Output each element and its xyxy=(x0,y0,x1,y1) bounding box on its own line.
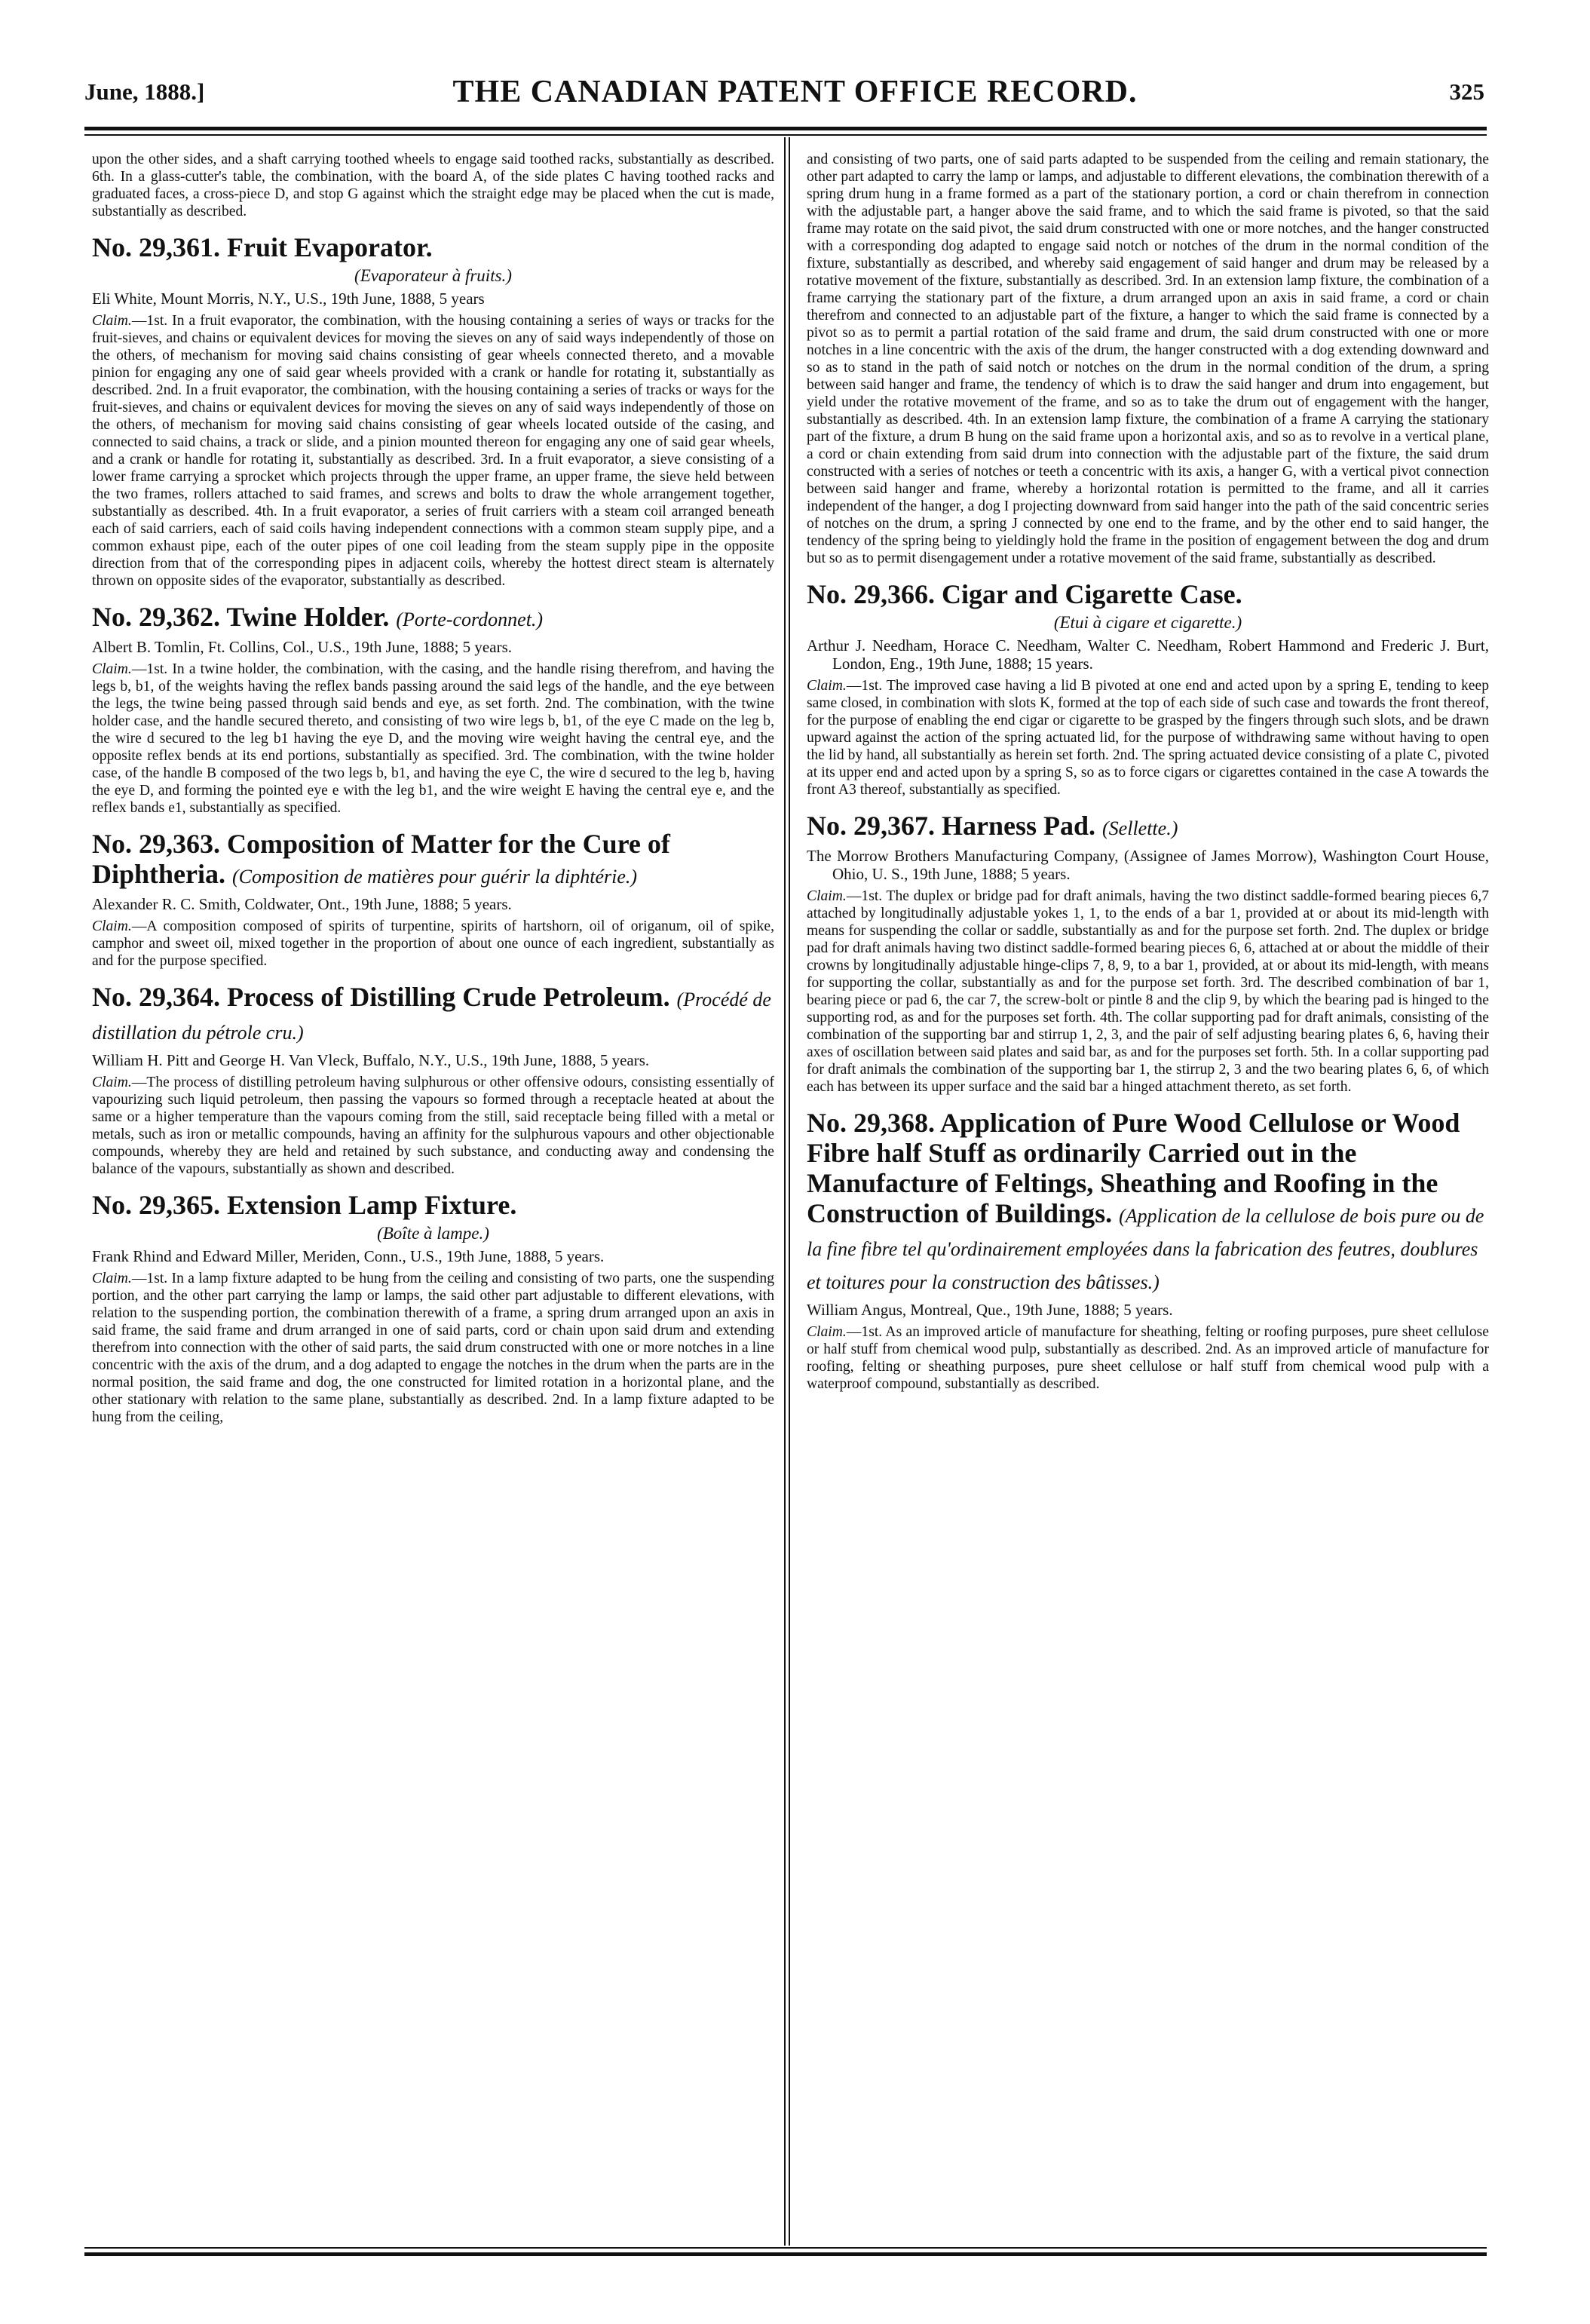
patent-entry-29367 xyxy=(807,811,1489,1096)
entry-inventor: The Morrow Brothers Manufacturing Company, (Assignee of James Morrow), Washington Court House, Ohio, U. S., 19th June, 1888; 5 years. xyxy=(807,847,1489,883)
entry-heading xyxy=(807,811,1489,844)
entry-title: Harness Pad. xyxy=(942,811,1096,841)
entry-number: No. 29,367. xyxy=(807,811,935,841)
entry-inventor: William Angus, Montreal, Que., 19th June, 1888; 5 years. xyxy=(807,1301,1173,1319)
claim-label: Claim. xyxy=(92,918,132,934)
continued-text: upon the other sides, and a shaft carrying toothed wheels to engage said toothed racks, substantially as described. 6th. In a glass-cutter's table, the combination, with the board A, of the side plates C having toothed racks and graduated faces, a cross-piece D, and stop G against which the straight edge may be placed when the cut is made, substantially as described. xyxy=(92,152,774,219)
entry-inventor: Arthur J. Needham, Horace C. Needham, Walter C. Needham, Robert Hammond and Frederic J. Burt, London, Eng., 19th June, 1888; 15 years. xyxy=(807,636,1489,673)
entry-title: Extension Lamp Fixture. xyxy=(227,1190,517,1220)
entry-subtitle: (Evaporateur à fruits.) xyxy=(354,266,512,285)
entry-title: Process of Distilling Crude Petroleum. xyxy=(227,982,670,1012)
right-column xyxy=(807,151,1489,1405)
entry-number: No. 29,368. xyxy=(807,1108,935,1138)
claim-text: —1st. In a fruit evaporator, the combination, with the housing containing a series of ways or tracks for the fruit-sieves, and chains or equivalent devices for moving the sieves on any of said ways independently of those on the others, of mechanism for moving said chains consisting of gear wheels connected thereto, and a movable pinion for engaging any one of said gear wheels provided with a crank or handle for rotating it, substantially as described. 2nd. In a fruit evaporator, the combination, with the housing containing a series of tracks or ways for the fruit-sieves, and chains or equivalent devices for moving the sieves on any of said ways independently of those on the others, of mechanism for moving said chains consisting of gear wheels located outside of the casing, and connected to said chains, a track or slide, and a pinion mounted thereon for engaging any one of said gear wheels, and a crank or handle for rotating it, substantially as described. 3rd. In a fruit evaporator, a sieve consisting of a lower frame carrying a sprocket which projects through the upper frame, an upper frame, the sieve held between the two frames, rollers attached to said frames, and screws and bolts to draw the whole arrangement together, substantially as described. 4th. In a fruit evaporator, a series of fruit carriers with a steam coil arranged beneath each of said carriers, each of said coils having independent connections with a common steam supply pipe, and a common exhaust pipe, each of the outer pipes of one coil leading from the steam supply pipe in the opposite direction from that of the corresponding pipes in adjacent coils, whereby the hottest direct steam is alternately thrown on opposite sides of the evaporator, substantially as described. xyxy=(92,313,774,589)
patent-entry-29361 xyxy=(92,232,774,590)
entry-number: No. 29,362. xyxy=(92,602,220,632)
entry-number: No. 29,363. xyxy=(92,829,220,859)
header-date: June, 1888.] xyxy=(84,78,205,105)
entry-claim xyxy=(807,888,1489,1096)
entry-claim xyxy=(92,1270,774,1426)
entry-number: No. 29,365. xyxy=(92,1190,220,1220)
claim-label: Claim. xyxy=(92,1075,132,1090)
entry-heading xyxy=(807,579,1489,609)
claim-text: —1st. In a lamp fixture adapted to be hung from the ceiling and consisting of two parts, one the suspending portion, and the other part carrying the lamp or lamps, the said other part adjustable to different elevations, with relation to the suspending portion, the combination therewith of a frame, a spring drum arranged upon an axis in said frame, the said frame and drum arranged in one of said parts, cord or chain upon said drum and extending therefrom into connection with the other of said parts, the said drum constructed with one or more notches in a line concentric with the axis of the drum, and a dog adapted to engage the notches in the drum when the parts are in the normal position, the said frame and dog, the one constructed for limited rotation in a horizontal plane, and the other stationary with relation to the same plane, substantially as described. 2nd. In a lamp fixture adapted to be hung from the ceiling, xyxy=(92,1271,774,1425)
claim-text: —The process of distilling petroleum having sulphurous or other offensive odours, consisting essentially of vapourizing such liquid petroleum, then passing the vapours so formed through a receptacle heated at about the same or a higher temperature than the vapours coming from the still, said receptacle being filled with a metal or metals, such as iron or metallic compounds, having an affinity for the sulphurous vapours and other objectionable compounds, whereby they are held and retained by such substance, and conducting away and condensing the balance of the vapours, substantially as shown and described. xyxy=(92,1075,774,1177)
bottom-rule-thin xyxy=(84,2247,1487,2249)
entry-number: No. 29,366. xyxy=(807,579,935,609)
entry-title-french: (Procédé de distillation du pétrole cru.) xyxy=(92,989,771,1044)
column-divider-left xyxy=(784,137,786,2246)
entry-title-french: (Porte-cordonnet.) xyxy=(396,609,544,630)
entry-heading xyxy=(92,232,774,262)
entry-inventor: Frank Rhind and Edward Miller, Meriden, Conn., U.S., 19th June, 1888, 5 years. xyxy=(92,1247,605,1265)
entry-title-french: (Composition de matières pour guérir la diphtérie.) xyxy=(232,866,638,888)
claim-text: —1st. As an improved article of manufacture for sheathing, felting or roofing purposes, pure sheet cellulose or half stuff from chemical wood pulp, substantially as described. 2nd. As an improved article of manufacture for roofing, felting or sheathing purposes, pure sheet cellulose or half stuff from chemical wood pulp with a waterproof compound, substantially as described. xyxy=(807,1324,1489,1392)
entry-claim xyxy=(92,918,774,970)
left-column xyxy=(92,151,774,1438)
top-rule-thick xyxy=(84,127,1487,130)
entry-title: Fruit Evaporator. xyxy=(227,232,433,262)
patent-entry-29366 xyxy=(807,579,1489,799)
claim-label: Claim. xyxy=(807,888,847,904)
entry-inventor: Eli White, Mount Morris, N.Y., U.S., 19th June, 1888, 5 years xyxy=(92,290,485,308)
header-page-number: 325 xyxy=(1449,78,1484,105)
entry-subtitle: (Etui à cigare et cigarette.) xyxy=(1053,613,1242,632)
claim-label: Claim. xyxy=(92,1271,132,1286)
entry-inventor: William H. Pitt and George H. Van Vleck, Buffalo, N.Y., U.S., 19th June, 1888, 5 years. xyxy=(92,1051,650,1069)
entry-heading xyxy=(92,982,774,1048)
entry-title-french: (Sellette.) xyxy=(1102,817,1178,839)
patent-entry-29362 xyxy=(92,602,774,817)
claim-label: Claim. xyxy=(92,313,132,329)
entry-title: Twine Holder. xyxy=(226,602,390,632)
entry-claim xyxy=(807,1323,1489,1393)
entry-heading xyxy=(807,1108,1489,1298)
header-title: THE CANADIAN PATENT OFFICE RECORD. xyxy=(452,75,1138,109)
entry-claim xyxy=(807,677,1489,799)
bottom-rule-thick xyxy=(84,2252,1487,2256)
entry-number: No. 29,364. xyxy=(92,982,220,1012)
entry-title-french: (Application de la cellulose de bois pure ou de la fine fibre tel qu'ordinairement employées dans la fabrication des feutres, doublures et toitures pour la construction des bâtisses.) xyxy=(807,1205,1484,1293)
patent-entry-29364 xyxy=(92,982,774,1178)
claim-text: —1st. The duplex or bridge pad for draft animals, having the two distinct saddle-formed bearing pieces 6,7 attached by longitudinally adjustable yokes 1, 1, to the ends of a bar 1, provided at or about its mid-length with means for suspending the collar or saddle, substantially as and for the purpose set forth. 2nd. The duplex or bridge pad for draft animals having two distinct saddle-formed bearing pieces 6, 6, attached at or about the middle of their crowns by longitudinally adjustable hinge-clips 7, 8, 9, to a bar 1, provided, at or about its mid-length, with means for supporting the collar, substantially as and for the purpose set forth. 3rd. The described combination of bar 1, bearing piece or pad 6, the car 7, the screw-bolt or pintle 8 and the clip 9, by which the bearing pad is hinged to the supporting rod, as and for the purposes set forth. 4th. The collar supporting pad for draft animals, consisting of the combination of the supporting bar and stirrup 1, 2, 3, and the pair of self adjusting bearing plates 6, 6, having their axes of oscillation between said plates and said bar, as and for the purposes set forth. 5th. In a collar supporting pad for draft animals the combination of the supporting bar 1, the stirrup 2, 3 and the two bearing plates 6, 6, of which each has between its upper surface and the said bar a hinged attachment thereto, as set forth. xyxy=(807,888,1489,1095)
patent-entry-29363 xyxy=(92,829,774,970)
patent-entry-29368 xyxy=(807,1108,1489,1393)
column-divider-right xyxy=(789,137,790,2246)
entry-claim xyxy=(92,1074,774,1178)
claim-text: —1st. In a twine holder, the combination, with the casing, and the handle rising therefrom, and having the legs b, b1, of the weights having the reflex bands passing around the said legs of the handle, and the eye between the legs, the twine being passed through said bends and eye, as set forth. 2nd. The combination, with the twine holder case, and the handle secured thereto, and consisting of two wire legs b, b1, of the eye C made on the leg b, the wire d secured to the leg b1 having the eye D, and the moving wire weight having the central eye, and the opposite reflex bends at its end portions, substantially as specified. 3rd. The combination, with the twine holder case, of the handle B composed of the two legs b, b1, and having the eye C, the wire d secured to the leg b, having the eye D, and forming the pointed eye e with the leg b1, and the wire weight E having the central eye e, and the reflex bands e1, substantially as specified. xyxy=(92,661,774,816)
claim-label: Claim. xyxy=(92,661,132,677)
patent-entry-29365 xyxy=(92,1190,774,1426)
entry-subtitle: (Boîte à lampe.) xyxy=(377,1224,489,1243)
entry-claim xyxy=(92,661,774,817)
entry-heading xyxy=(92,602,774,635)
claim-label: Claim. xyxy=(807,678,847,694)
claim-text: —A composition composed of spirits of turpentine, spirits of hartshorn, oil of origanum, oil of spike, camphor and sweet oil, mixed together in the proportion of about one ounce of each ingredient, substantially as and for the purpose specified. xyxy=(92,918,774,969)
continued-text: and consisting of two parts, one of said parts adapted to be suspended from the ceiling and remain stationary, the other part adapted to carry the lamp or lamps, and adjustable to different elevations, the combination therewith of a spring drum hung in a frame formed as a part of the stationary portion, a cord or chain therefrom in connection with the adjustable part, a hanger above the said frame, and to which the said frame is pivoted, so that the said frame may rotate on the said pivot, the said drum constructed with one or more notches, and the hanger constructed with a corresponding dog adapted to engage said notch or notches of the drum in the normal condition of the fixture, substantially as described, and whereby said engagement of said hanger and drum may be released by a rotative movement of the fixture, substantially as described. 3rd. In an extension lamp fixture, the combination of a frame carrying the stationary part of the fixture, a drum arranged upon an axis in said frame, a cord or chain therefrom and connected to an adjustable part of the fixture, a hanger to which the said frame is connected by a pivot so as to permit a partial rotation of the said frame and drum, the said drum constructed with one or more notches in a line concentric with the axis of the drum, the hanger constructed with a dog extending downward and so as to stand in the path of said notch or notches on the drum in the normal condition of the drum, a spring between said hanger and frame, the tendency of which is to draw the said hanger and drum into engagement, but yield under the rotative movement of the frame, and so as to take the drum out of engagement with the hanger, substantially as described. 4th. In an extension lamp fixture, the combination of a frame A carrying the stationary part of the fixture, a drum B hung on the said frame upon a horizontal axis, and so as to revolve in a vertical plane, a cord or chain extending from said drum into connection with the adjustable part of the fixture, the said drum constructed with a series of notches or teeth a concentric with its axis, a hanger G, with a vertical pivot connection between said hanger and frame, whereby a horizontal rotation is permitted to the frame, and all it carries independent of the hanger, a dog I projecting downward from said hanger into the path of the said concentric series of notches on the drum, a spring J connected by one end to the frame, and by the other end to said hanger, the tendency of the spring being to yieldingly hold the frame in the position of engagement between the dog and drum but so as to permit disengagement under a rotative movement of the said frame, substantially as described. xyxy=(807,152,1489,566)
entry-title: Application of Pure Wood Cellulose or Wood Fibre half Stuff as ordinarily Carried out in the Manufacture of Feltings, Sheathing and Roofing in the Construction of Buildings. xyxy=(807,1108,1460,1228)
top-rule-thin xyxy=(84,134,1487,136)
entry-heading xyxy=(92,1190,774,1220)
entry-claim xyxy=(92,312,774,590)
claim-label: Claim. xyxy=(807,1324,847,1340)
entry-heading xyxy=(92,829,774,892)
entry-number: No. 29,361. xyxy=(92,232,220,262)
entry-title: Cigar and Cigarette Case. xyxy=(942,579,1242,609)
claim-text: —1st. The improved case having a lid B pivoted at one end and acted upon by a spring E, tending to keep same closed, in combination with slots K, formed at the top of each side of such case and towards the front thereof, for the purpose of enabling the end cigar or cigarette to be grasped by the fingers through such slots, and be drawn upward against the action of the spring actuated lid, for the purpose of withdrawing same without having to open the lid by hand, all substantially as herein set forth. 2nd. The spring actuated device consisting of a plate C, pivoted at its upper end and acted upon by a spring S, so as to force cigars or cigarettes contained in the case A towards the front A3 thereof, substantially as specified. xyxy=(807,678,1489,798)
entry-title: Composition of Matter for the Cure of Diphtheria. xyxy=(92,829,670,889)
entry-inventor: Albert B. Tomlin, Ft. Collins, Col., U.S., 19th June, 1888; 5 years. xyxy=(92,638,512,656)
entry-inventor: Alexander R. C. Smith, Coldwater, Ont., 19th June, 1888; 5 years. xyxy=(92,895,512,913)
